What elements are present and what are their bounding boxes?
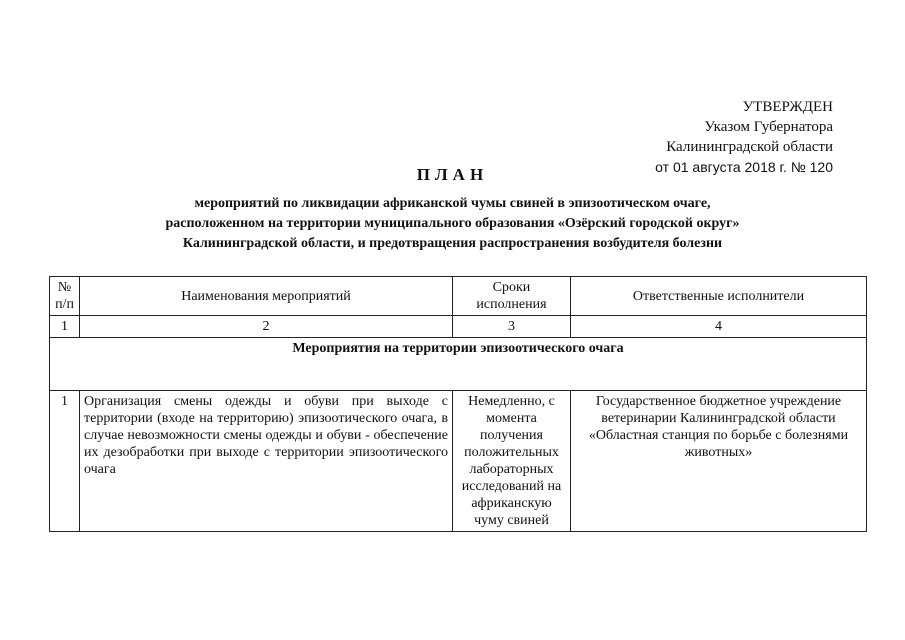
table-row: [50, 391, 867, 532]
approval-date: от 01 августа 2018 г. № 120: [655, 159, 833, 175]
subtitle-line-2: расположенном на территории муниципального образования «Озёрский городской округ»: [165, 216, 740, 231]
header-number: № п/п: [50, 277, 80, 316]
column-number-row: [50, 316, 867, 338]
header-responsible: Ответственные исполнители: [571, 277, 867, 316]
approval-region: Калининградской области: [666, 139, 833, 155]
row-responsible: Государственное бюджетное учреждение ветеринарии Калининградской области «Областная станция по борьбе с болезнями животных»: [571, 391, 867, 532]
approval-authority: Указом Губернатора: [704, 119, 833, 135]
section-title: Мероприятия на территории эпизоотического очага: [50, 338, 867, 391]
row-number: 1: [50, 391, 80, 532]
header-name: Наименования мероприятий: [80, 277, 453, 316]
column-number: 4: [571, 316, 867, 338]
column-number: 2: [80, 316, 453, 338]
section-header-row: [50, 338, 867, 391]
header-terms: Сроки исполнения: [453, 277, 571, 316]
document-title: ПЛАН: [416, 165, 489, 184]
column-number: 3: [453, 316, 571, 338]
subtitle-line-3: Калининградской области, и предотвращения распространения возбудителя болезни: [182, 236, 723, 251]
subtitle-line-1: мероприятий по ликвидации африканской чумы свиней в эпизоотическом очаге,: [194, 196, 711, 211]
row-activity: Организация смены одежды и обуви при выходе с территории (входе на территорию) эпизоотического очага, в случае невозможности смены одежды и обуви - обеспечение их дезобработки при выходе с территории эпизоотического очага: [80, 391, 453, 532]
row-terms: Немедленно, с момента получения положительных лабораторных исследований на африканскую чуму свиней: [453, 391, 571, 532]
column-number: 1: [50, 316, 80, 338]
table-header-row: [50, 277, 867, 316]
approval-status: УТВЕРЖДЕН: [742, 99, 833, 115]
plan-table: [49, 276, 867, 532]
document-subtitle: [80, 194, 825, 254]
